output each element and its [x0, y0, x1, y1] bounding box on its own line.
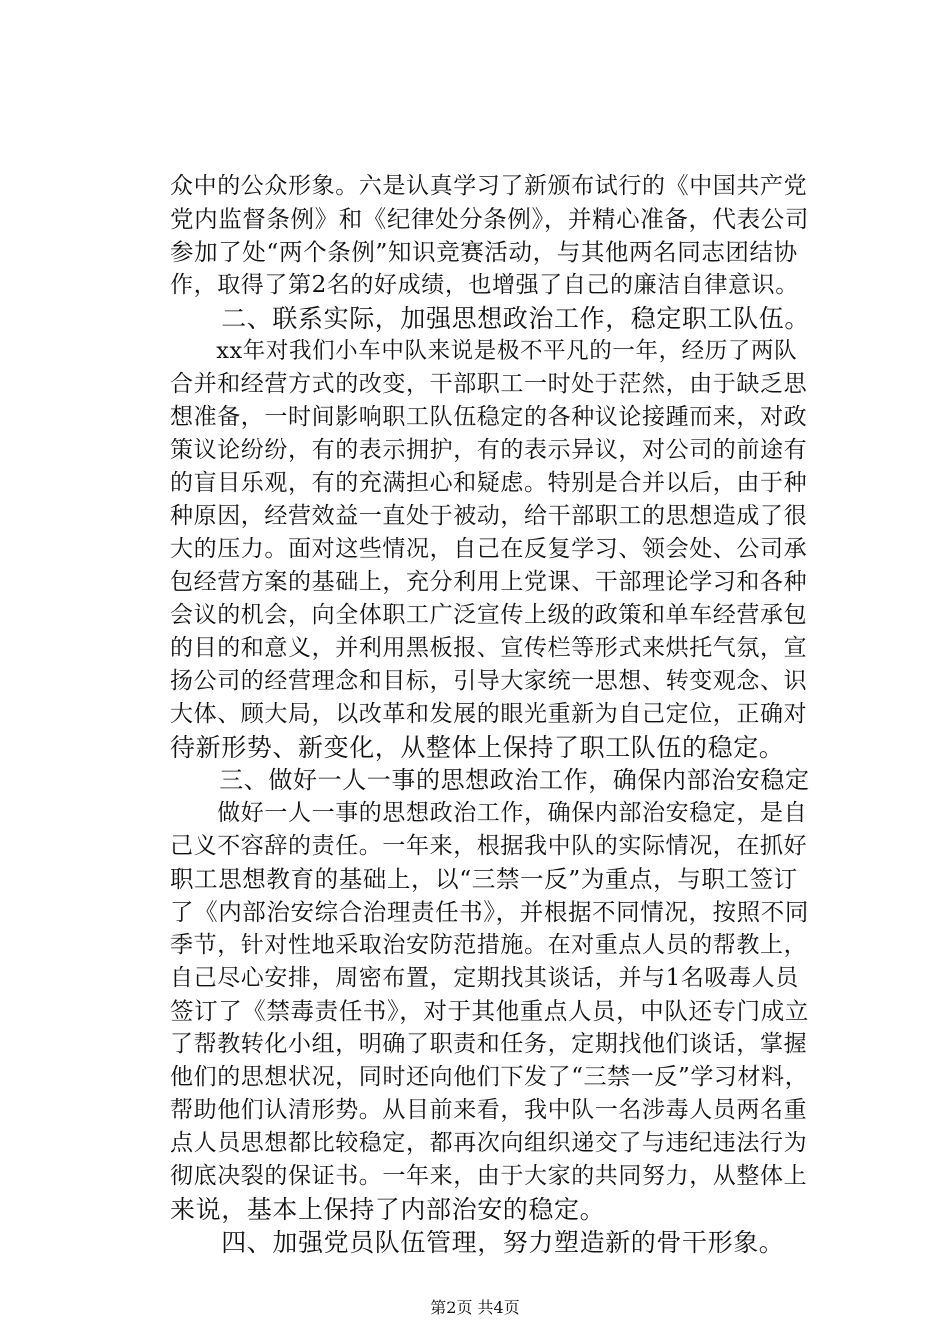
- document-body: [170, 170, 810, 1259]
- text-line: 的盲目乐观，有的充满担心和疑虑。特别是合并以后，由于种: [170, 470, 808, 496]
- page-footer: [0, 1298, 950, 1318]
- text-line: 帮助他们认清形势。从目前来看，我中队一名涉毒人员两名重: [170, 1097, 808, 1123]
- text-line: 彻底决裂的保证书。一年来，由于大家的共同努力，从整体上: [170, 1163, 808, 1189]
- section-heading: 二、联系实际，加强思想政治工作，稳定职工队伍。: [170, 304, 811, 333]
- text-line: 扬公司的经营理念和目标，引导大家统一思想、转变观念、识: [170, 668, 808, 694]
- text-line: 职工思想教育的基础上，以“三禁一反”为重点，与职工签订: [170, 865, 798, 893]
- text-line: 季节，针对性地采取治安防范措施。在对重点人员的帮教上，: [170, 932, 808, 958]
- text-line: 来说，基本上保持了内部治安的稳定。: [170, 1195, 606, 1224]
- text-line: 他们的思想状况，同时还向他们下发了“三禁一反”学习材料，: [170, 1064, 809, 1090]
- text-line: 合并和经营方式的改变，干部职工一时处于茫然，由于缺乏思: [170, 371, 808, 397]
- text-line: 参加了处“两个条例”知识竞赛活动，与其他两名同志团结协: [170, 238, 798, 266]
- text-line: 策议论纷纷，有的表示拥护，有的表示异议，对公司的前途有: [170, 437, 808, 463]
- text-line: 想准备，一时间影响职工队伍稳定的各种议论接踵而来，对政: [170, 404, 808, 430]
- text-line: 众中的公众形象。六是认真学习了新颁布试行的《中国共产党: [170, 173, 808, 199]
- section-heading: 四、加强党员队伍管理，努力塑造新的骨干形象。: [170, 1228, 785, 1257]
- text-line: 自己尽心安排，周密布置，定期找其谈话，并与1名吸毒人员: [170, 965, 799, 991]
- section-heading: 三、做好一人一事的思想政治工作，确保内部治安稳定: [170, 766, 810, 794]
- text-line: 了《内部治安综合治理责任书》，并根据不同情况，按照不同: [170, 898, 809, 926]
- text-line: 种原因，经营效益一直处于被动，给干部职工的思想造成了很: [170, 503, 808, 529]
- text-line: xx年对我们小车中队来说是极不平凡的一年，经历了两队: [170, 338, 798, 364]
- text-line: 己义不容辞的责任。一年来，根据我中队的实际情况，在抓好: [170, 833, 808, 859]
- text-line: 签订了《禁毒责任书》，对于其他重点人员，中队还专门成立: [170, 997, 809, 1025]
- text-line: 作，取得了第2名的好成绩，也增强了自己的廉洁自律意识。: [170, 272, 799, 298]
- text-line: 会议的机会，向全体职工广泛宣传上级的政策和单车经营承包: [170, 602, 808, 628]
- text-line: 点人员思想都比较稳定，都再次向组织递交了与违纪违法行为: [170, 1130, 808, 1156]
- text-line: 待新形势、新变化，从整体上保持了职工队伍的稳定。: [170, 733, 785, 762]
- text-line: 做好一人一事的思想政治工作，确保内部治安稳定，是自: [170, 800, 808, 826]
- text-line: 大体、顾大局，以改革和发展的眼光重新为自己定位，正确对: [170, 701, 808, 727]
- text-line: 包经营方案的基础上，充分利用上党课、干部理论学习和各种: [170, 569, 808, 595]
- text-line: 党内监督条例》和《纪律处分条例》，并精心准备，代表公司: [170, 205, 809, 233]
- page-number: 第2页 共4页: [430, 1298, 520, 1317]
- text-line: 大的压力。面对这些情况，自己在反复学习、领会处、公司承: [170, 536, 808, 562]
- text-line: 了帮教转化小组，明确了职责和任务，定期找他们谈话，掌握: [170, 1031, 808, 1057]
- text-line: 的目的和意义，并利用黑板报、宣传栏等形式来烘托气氛，宣: [170, 635, 808, 661]
